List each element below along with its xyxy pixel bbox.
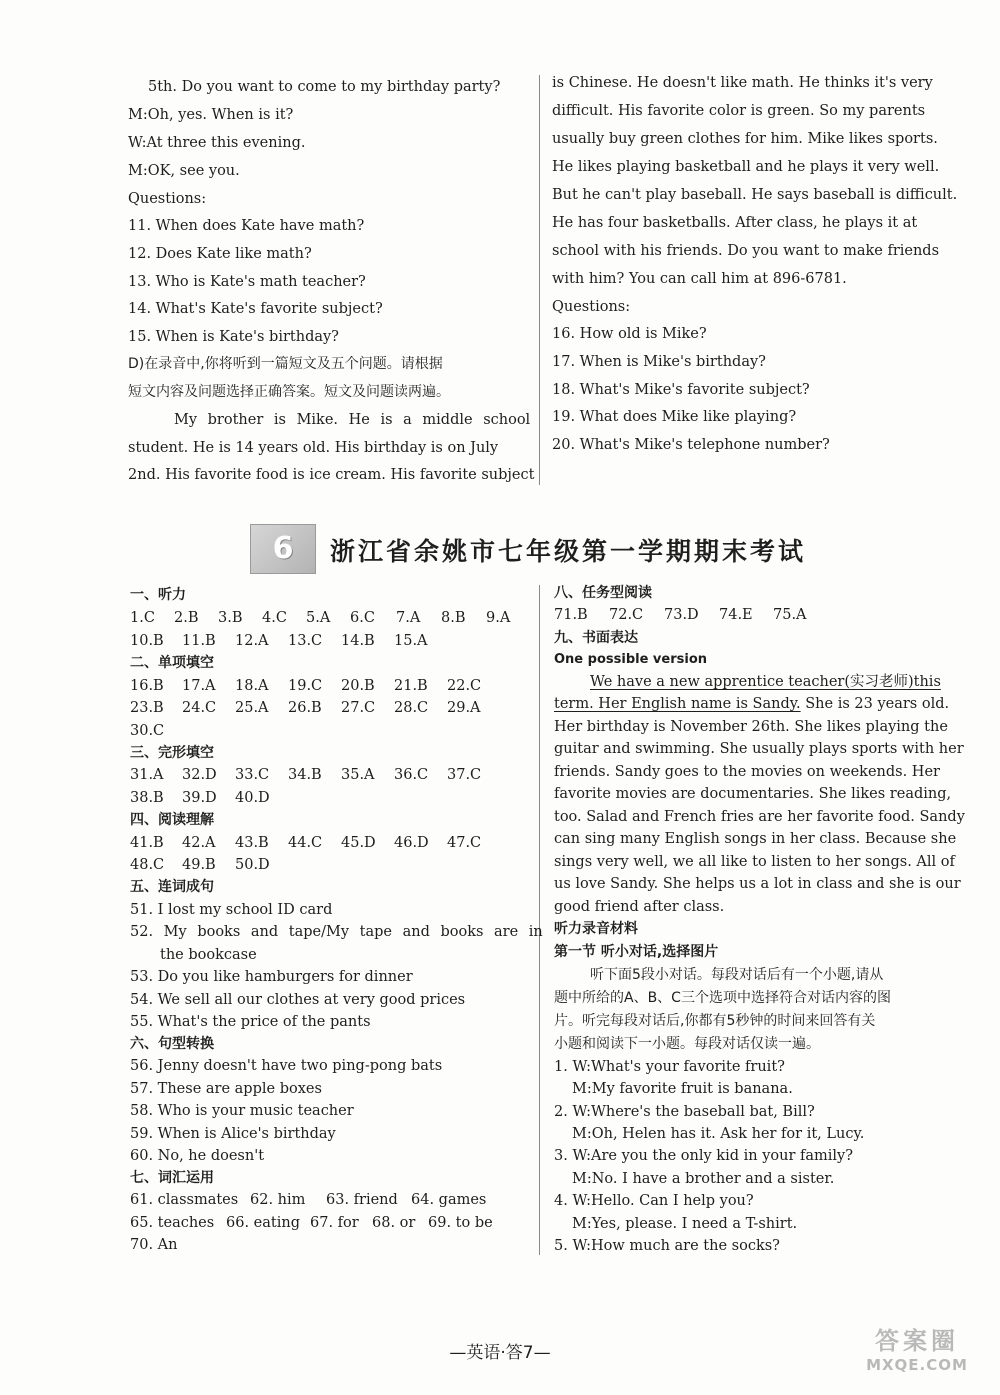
answer-item: 2.B [174,610,199,626]
section-heading: 七、词汇运用 [130,1170,214,1186]
answer-item: 15.A [394,633,428,649]
answer-item: 72.C [609,607,644,623]
column-divider [539,585,540,1255]
passage-line: My brother is Mike. He is a middle school [174,412,531,428]
text-line: M:Oh, yes. When is it? [128,107,294,123]
answer-sentence: 56. Jenny doesn't have two ping-pong bats [130,1058,443,1074]
question-line: 15. When is Kate's birthday? [128,329,339,345]
dialog-line: M:Yes, please. I need a T-shirt. [572,1216,798,1232]
answer-sentence: 51. I lost my school ID card [130,902,333,918]
answer-item: 25.A [235,700,269,716]
answer-item: 75.A [773,607,807,623]
answer-item: 1.C [130,610,155,626]
essay-line: good friend after class. [554,899,725,915]
answer-sentence: the bookcase [160,947,257,963]
answer-item: 45.D [341,835,376,851]
section-heading: 二、单项填空 [130,655,214,671]
essay-text: She is 23 years old. [800,696,950,712]
answer-sentence: 70. An [130,1237,178,1253]
text-line: Questions: [552,299,631,315]
essay-line: Her birthday is November 26th. She likes playing the [554,719,948,735]
instruction-line: 片。听完每段对话后,你都有5秒钟的时间来回答有关 [554,1013,876,1029]
answer-item: 46.D [394,835,429,851]
watermark-logo-text: 答案圈 [875,1327,959,1355]
answer-item: 62. him [250,1192,306,1208]
dialog-line: M:No. I have a brother and a sister. [572,1171,835,1187]
passage-line: difficult. His favorite color is green. So my parents [552,103,926,119]
dialog-line: 1. W:What's your favorite fruit? [554,1059,785,1075]
answer-item: 67. for [310,1215,359,1231]
section-heading: 六、句型转换 [130,1036,214,1052]
answer-item: 49.B [182,857,216,873]
essay-line: favorite movies are documentaries. She likes reading, [554,786,952,802]
dialog-line: 2. W:Where's the baseball bat, Bill? [554,1104,815,1120]
section-number-badge: 6 [250,524,316,574]
section-heading: 三、完形填空 [130,745,214,761]
answer-item: 26.B [288,700,322,716]
answer-sentence: 55. What's the price of the pants [130,1014,371,1030]
essay-line: guitar and swimming. She usually plays sports with her [554,741,964,757]
site-watermark [852,1321,982,1379]
dialog-line: 4. W:Hello. Can I help you? [554,1193,754,1209]
essay-line: sings very well, we all like to listen to her songs. All of [554,854,955,870]
question-line: 13. Who is Kate's math teacher? [128,274,366,290]
answer-item: 17.A [182,678,216,694]
answer-item: 14.B [341,633,375,649]
answer-item: 32.D [182,767,217,783]
column-divider [539,75,540,485]
answer-item: 22.C [447,678,482,694]
essay-line [554,697,949,712]
answer-item: 43.B [235,835,269,851]
text-line: Questions: [128,191,207,207]
section-heading: 九、书面表达 [554,630,638,646]
answer-item: 20.B [341,678,375,694]
essay-line: too. Salad and French fries are her favorite food. Sandy [554,809,965,825]
answer-item: 27.C [341,700,376,716]
essay-line: us love Sandy. She helps us a lot in class and she is our [554,876,961,892]
passage-line: He has four basketballs. After class, he plays it at [552,215,918,231]
answer-item: 50.D [235,857,270,873]
answer-item: 66. eating [226,1215,300,1231]
answer-item: 4.C [262,610,287,626]
answer-item: 36.C [394,767,429,783]
essay-underlined-text: term. Her English name is Sandy. [554,696,801,712]
dialog-line: 3. W:Are you the only kid in your family? [554,1148,853,1164]
watermark-url: MXQE.COM [866,1356,968,1374]
answer-item: 31.A [130,767,164,783]
dialog-line: M:My favorite fruit is banana. [572,1081,793,1097]
instruction-line: 小题和阅读下一小题。每段对话仅读一遍。 [554,1036,820,1052]
answer-item: 48.C [130,857,165,873]
passage-line: usually buy green clothes for him. Mike likes sports. [552,131,938,147]
answer-item: 29.A [447,700,481,716]
question-line: 17. When is Mike's birthday? [552,354,766,370]
question-line: 18. What's Mike's favorite subject? [552,382,810,398]
answer-item: 28.C [394,700,429,716]
question-line: 20. What's Mike's telephone number? [552,437,830,453]
section-heading: 八、任务型阅读 [554,585,652,601]
section-heading: 五、连词成句 [130,879,214,895]
essay-version-label: One possible version [554,652,708,667]
answer-item: 41.B [130,835,164,851]
answer-sentence: 52. My books and tape/My tape and books are in [130,924,543,940]
answer-item: 16.B [130,678,164,694]
answer-item: 21.B [394,678,428,694]
answer-item: 47.C [447,835,482,851]
answer-item: 37.C [447,767,482,783]
answer-item: 61. classmates [130,1192,239,1208]
answer-item: 44.C [288,835,323,851]
instruction-line: 听下面5段小对话。每段对话后有一个小题,请从 [590,967,884,983]
essay-line: can sing many English songs in her class. Because she [554,831,957,847]
answer-item: 18.A [235,678,269,694]
answer-sentence: 58. Who is your music teacher [130,1103,354,1119]
section-title: 浙江省余姚市七年级第一学期期末考试 [330,537,807,566]
answer-item: 23.B [130,700,164,716]
answer-item: 68. or [372,1215,416,1231]
answer-item: 35.A [341,767,375,783]
passage-line: with him? You can call him at 896-6781. [552,271,847,287]
answer-item: 39.D [182,790,217,806]
answer-item: 12.A [235,633,269,649]
answer-item: 74.E [719,607,753,623]
passage-line: school with his friends. Do you want to make friends [552,243,940,259]
dialog-line: M:Oh, Helen has it. Ask her for it, Lucy. [572,1126,865,1142]
answer-item: 40.D [235,790,270,806]
essay-line: friends. Sandy goes to the movies on weekends. Her [554,764,940,780]
instruction-line: 短文内容及问题选择正确答案。短文及问题读两遍。 [128,384,450,400]
question-line: 19. What does Mike like playing? [552,409,797,425]
question-line: 16. How old is Mike? [552,326,707,342]
answer-item: 38.B [130,790,164,806]
answer-item: 7.A [396,610,421,626]
answer-item: 10.B [130,633,164,649]
section-banner [250,520,830,580]
instruction-line: 题中所给的A、B、C三个选项中选择符合对话内容的图 [554,990,891,1006]
question-line: 14. What's Kate's favorite subject? [128,301,383,317]
answer-item: 9.A [486,610,511,626]
answer-item: 30.C [130,723,165,739]
passage-line: But he can't play baseball. He says baseball is difficult. [552,187,958,203]
answer-item: 34.B [288,767,322,783]
answer-item: 71.B [554,607,588,623]
answer-item: 33.C [235,767,270,783]
passage-line: student. He is 14 years old. His birthday is on July [128,440,499,456]
section-heading: 听力录音材料 [554,921,638,937]
answer-sentence: 54. We sell all our clothes at very good prices [130,992,466,1008]
answer-sentence: 57. These are apple boxes [130,1081,322,1097]
instruction-line: D)在录音中,你将听到一篇短文及五个问题。请根据 [128,356,443,372]
answer-item: 6.C [350,610,375,626]
passage-line: He likes playing basketball and he plays it very well. [552,159,940,175]
answer-item: 19.C [288,678,323,694]
answer-item: 24.C [182,700,217,716]
page-footer: —英语·答7— [449,1343,551,1363]
answer-item: 73.D [664,607,699,623]
section-heading: 一、听力 [130,587,186,603]
answer-item: 42.A [182,835,216,851]
answer-item: 69. to be [428,1215,493,1231]
passage-line: is Chinese. He doesn't like math. He thinks it's very [552,75,933,91]
text-line: W:At three this evening. [128,135,306,151]
answer-item: 3.B [218,610,243,626]
answer-item: 5.A [306,610,331,626]
answer-sentence: 53. Do you like hamburgers for dinner [130,969,413,985]
text-line: M:OK, see you. [128,163,240,179]
text-line: 5th. Do you want to come to my birthday party? [148,79,501,95]
answer-item: 64. games [411,1192,487,1208]
passage-line: 2nd. His favorite food is ice cream. His favorite subject [128,467,535,483]
answer-sentence: 60. No, he doesn't [130,1148,265,1164]
answer-item: 13.C [288,633,323,649]
answer-item: 65. teaches [130,1215,215,1231]
sub-heading: 第一节 听小对话,选择图片 [554,944,719,960]
question-line: 12. Does Kate like math? [128,246,312,262]
answer-sentence: 59. When is Alice's birthday [130,1126,336,1142]
dialog-line: 5. W:How much are the socks? [554,1238,780,1254]
essay-line: We have a new apprentice teacher(实习老师)this [590,674,941,690]
question-line: 11. When does Kate have math? [128,218,365,234]
answer-item: 11.B [182,633,216,649]
answer-item: 63. friend [326,1192,398,1208]
answer-item: 8.B [441,610,466,626]
section-heading: 四、阅读理解 [130,812,214,828]
